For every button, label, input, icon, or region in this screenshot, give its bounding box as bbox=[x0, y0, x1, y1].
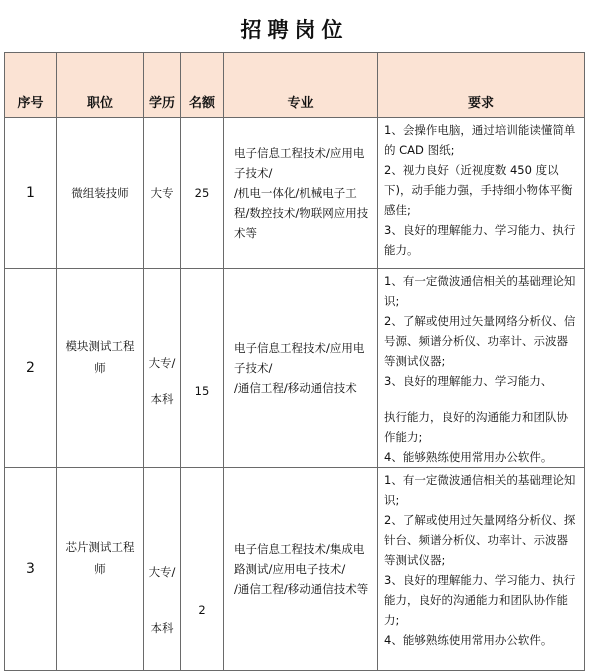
cell-major bbox=[224, 269, 378, 468]
cell-quota: 25 bbox=[181, 118, 224, 269]
major-text: 电子信息工程技术/应用电子技术/ /通信工程/移动通信技术 bbox=[234, 341, 365, 395]
major-text: 电子信息工程技术/集成电路测试/应用电子技术/ /通信工程/移动通信技术等 bbox=[234, 542, 369, 596]
education-line-2: 本科 bbox=[150, 392, 174, 406]
cell-position bbox=[57, 118, 144, 269]
header-quota: 名额 bbox=[181, 53, 224, 118]
cell-position bbox=[57, 269, 144, 468]
cell-education bbox=[144, 269, 181, 468]
cell-requirements bbox=[378, 269, 585, 468]
major-text: 电子信息工程技术/应用电子技术/ /机电一体化/机械电子工程/数控技术/物联网应用技术等 bbox=[234, 146, 369, 240]
job-table bbox=[4, 52, 585, 671]
cell-index: 1 bbox=[5, 118, 57, 269]
position-text: 芯片测试工程师 bbox=[65, 540, 135, 576]
requirements-text-b: 执行能力，良好的沟通能力和团队协作能力; 4、能够熟练使用常用办公软件。 bbox=[384, 410, 568, 464]
table-row bbox=[5, 468, 585, 671]
requirements-text: 1、有一定微波通信相关的基础理论知识; 2、了解或使用过矢量网络分析仪、探针台、频谱分析仪、功率计、示波器等测试仪器; 3、良好的理解能力、学习能力、执行能力，良好的沟通能力和团队协作能力; 4、能够熟练使用常用办公软件。 bbox=[384, 473, 576, 647]
header-index: 序号 bbox=[5, 53, 57, 118]
page-title: 招聘岗位 bbox=[240, 18, 349, 42]
header-education: 学历 bbox=[144, 53, 181, 118]
table-header-row bbox=[5, 53, 585, 118]
cell-major bbox=[224, 468, 378, 671]
position-text: 微组装技师 bbox=[71, 186, 129, 200]
requirements-text: 1、会操作电脑，通过培训能读懂简单的 CAD 图纸; 2、视力良好（近视度数 450 度以下)，动手能力强，手持细小物体平衡感佳; 3、良好的理解能力、学习能力、执行能力。 bbox=[384, 123, 576, 257]
cell-requirements bbox=[378, 468, 585, 671]
cell-major bbox=[224, 118, 378, 269]
header-major: 专业 bbox=[224, 53, 378, 118]
cell-position bbox=[57, 468, 144, 671]
table-row bbox=[5, 118, 585, 269]
cell-requirements bbox=[378, 118, 585, 269]
position-text: 模块测试工程师 bbox=[65, 339, 135, 375]
cell-index: 2 bbox=[5, 269, 57, 468]
cell-education: 大专 bbox=[144, 118, 181, 269]
cell-index: 3 bbox=[5, 468, 57, 671]
education-line-1: 大专/ bbox=[148, 356, 176, 370]
cell-quota: 2 bbox=[181, 468, 224, 671]
header-requirements: 要求 bbox=[378, 53, 585, 118]
cell-quota: 15 bbox=[181, 269, 224, 468]
spacer bbox=[384, 391, 578, 407]
table-row bbox=[5, 269, 585, 468]
education-line-2: 本科 bbox=[150, 621, 174, 635]
header-position: 职位 bbox=[57, 53, 144, 118]
cell-education bbox=[144, 468, 181, 671]
requirements-text-a: 1、有一定微波通信相关的基础理论知识; 2、了解或使用过矢量网络分析仪、信号源、频谱分析仪、功率计、示波器等测试仪器; 3、良好的理解能力、学习能力、 bbox=[384, 274, 576, 388]
education-line-1: 大专/ bbox=[148, 565, 176, 579]
